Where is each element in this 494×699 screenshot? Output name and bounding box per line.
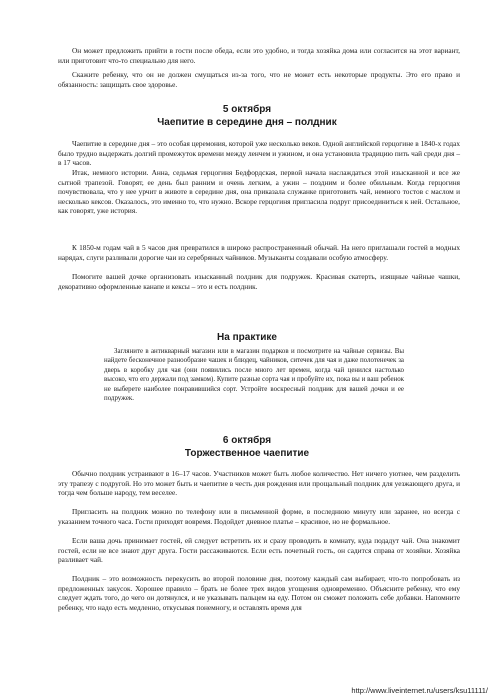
oct6-paragraph-1: Обычно полдник устраивают в 16–17 часов. Участников может быть любое количество. Нет ничего уютнее, чем разделить эту трапезу с подругой. Но это может быть и чаепитие в честь дня рождения или прощальный полдник для уезжающего друга, и тогда чем больше народу, тем веселее.	[58, 469, 460, 498]
oct6-paragraph-4: Полдник – это возможность перекусить во второй половине дня, поэтому каждый сам выбирает, что-то попробовать из предложенных закусок. Хорошее правило – брать не более трех видов угощения одновременно. Объясните ребенку, что ему следует ждать того, до чего он дотянулся, и не указывать пальцем на еду. Потом он сможет положить себе добавки. Напомните ребенку, что надо есть медленно, откусывая понемногу, и оставлять время для	[58, 574, 460, 612]
section-title-oct5: Чаепитие в середине дня – полдник	[157, 117, 337, 128]
oct5-paragraph-4: Помогите вашей дочке организовать изысканный полдник для подружек. Красивая скатерть, изящные чайные чашки, декоративно оформленные канапе и кексы – это и есть полдник.	[58, 272, 460, 291]
practice-paragraph: Загляните в антикварный магазин или в магазин подарков и посмотрите на чайные сервизы. Вы найдете бесконечное разнообразие чашек и блюдец, чайников, ситечек для чая и даже полотенечек за дверь в коробку для чая (они появились после много лет времен, когда чай ценился настолько высоко, что его держали под замком). Купите разные сорта чая и пробуйте их, пока вы и ваш ребенок не выберете наиболее понравившийся сорт. Устройте воскресный полдник для вашей дочки и ее подружек.	[104, 348, 404, 403]
intro-paragraph-2: Скажите ребенку, что он не должен смущаться из-за того, что не может есть некоторые продукты. Это его право и обязанность: защищать свое здоровье.	[58, 70, 460, 89]
oct6-paragraph-2: Пригласить на полдник можно по телефону или в письменной форме, в последнюю минуту или заранее, но всегда с указанием точного часа. Гости приходят вовремя. Подойдет дневное платье – красивое, но не формальное.	[58, 507, 460, 526]
intro-paragraph-1: Он может предложить прийти в гости после обеда, если это удобно, и тогда хозяйка дома или согласится на этот вариант, или приготовит что-то специально для него.	[58, 46, 460, 65]
oct5-paragraph-1: Чаепитие в середине дня – это особая церемония, которой уже несколько веков. Одной английской герцогине в 1840-х годах было трудно выдержать долгий промежуток времени между ленчем и ужином, и она установила традицию пить чай среди дня – в 17 часов.	[58, 139, 460, 168]
practice-title: На практике	[217, 332, 277, 343]
oct5-paragraph-2: Итак, немного истории. Анна, седьмая герцогиня Бедфордская, первой начала наслаждаться этой изысканной и все же сытной трапезой. Говорят, ее день был ранним и очень легким, а ужин – поздним и более обильным. Когда герцогиня почувствовала, что у нее урчит в животе в середине дня, она приказала служанке приготовить чай, немного тостов с маслом и несколько кексов. Оказалось, это именно то, что нужно. Вскоре герцогиня пригласила подруг присоединиться к ней. Остальное, как говорят, уже история.	[58, 168, 460, 216]
section-date-oct6: 6 октября	[222, 435, 272, 446]
oct5-paragraph-3: К 1850-м годам чай в 5 часов дня превратился в широко распространенный обычай. На него приглашали гостей в модных нарядах, слуги разливали дорогие чаи из серебряных чайников. Музыканты создавали особую атмосферу.	[58, 243, 460, 262]
source-url-watermark: http://www.liveinternet.ru/users/ksu11111/	[351, 686, 488, 695]
oct6-paragraph-3: Если ваша дочь принимает гостей, ей следует встретить их и сразу проводить в комнату, куда подадут чай. Она знакомит гостей, если не все знают друг друга. Гости рассаживаются. Если есть почетный гость, он садится справа от хозяйки. Хозяйка разливает чай.	[58, 536, 460, 565]
section-date-oct5: 5 октября	[222, 104, 272, 115]
section-title-oct6: Торжественное чаепитие	[184, 448, 310, 459]
